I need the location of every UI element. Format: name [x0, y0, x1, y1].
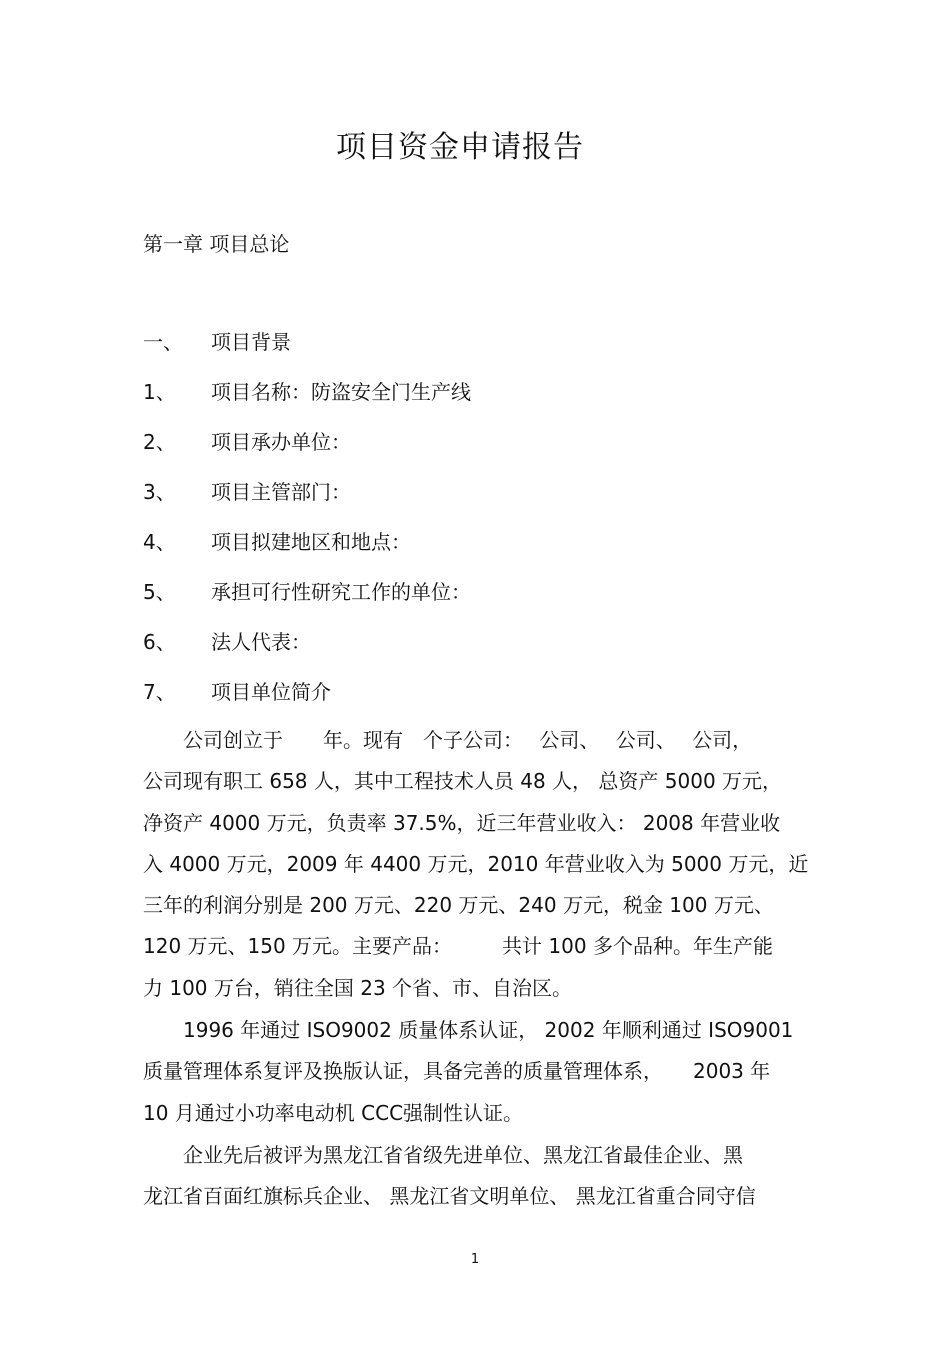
list-item-label: 承担可行性研究工作的单位：: [211, 580, 471, 604]
paragraph-line: 公司现有职工 658 人，其中工程技术人员 48 人， 总资产 5000 万元，: [143, 769, 783, 794]
paragraph-line: 10 月通过小功率电动机 CCC强制性认证。: [143, 1100, 524, 1125]
list-item: [143, 527, 411, 557]
certification-paragraph: [143, 1010, 811, 1134]
paragraph-line: 企业先后被评为黑龙江省省级先进单位、黑龙江省最佳企业、黑: [143, 1143, 743, 1167]
paragraph-line: 三年的利润分别是 200 万元、220 万元、240 万元，税金 100 万元、: [143, 893, 774, 918]
company-intro-paragraph: [143, 720, 811, 1009]
list-item: [143, 477, 351, 507]
section-heading: [143, 327, 291, 357]
section-label: 项目背景: [211, 330, 291, 354]
list-item: [143, 627, 311, 657]
list-item-label: 项目名称：防盗安全门生产线: [211, 380, 471, 404]
list-item: [143, 377, 471, 407]
list-item-label: 项目主管部门：: [211, 480, 351, 504]
paragraph-line: 质量管理体系复评及换版认证，具备完善的质量管理体系， 2003 年: [143, 1059, 771, 1084]
list-item-label: 法人代表：: [211, 630, 311, 654]
list-item-number: 1、: [143, 380, 176, 404]
paragraph-line: 公司创立于 年。现有 个子公司： 公司、 公司、 公司，: [143, 728, 753, 752]
paragraph-line: 1996 年通过 ISO9002 质量体系认证， 2002 年顺利通过 ISO9001: [143, 1018, 794, 1042]
list-item-label: 项目承办单位：: [211, 430, 351, 454]
section-number: 一、: [143, 330, 183, 354]
paragraph-line: 净资产 4000 万元，负责率 37.5%，近三年营业收入： 2008 年营业收: [143, 810, 781, 835]
paragraph-line: 120 万元、150 万元。主要产品： 共计 100 多个品种。年生产能: [143, 934, 773, 959]
list-item-number: 5、: [143, 580, 176, 604]
chapter-heading: 第一章 项目总论: [143, 232, 290, 256]
list-item-label: 项目拟建地区和地点：: [211, 530, 411, 554]
honors-paragraph: [143, 1135, 811, 1218]
paragraph-line: 力 100 万台，销往全国 23 个省、市、自治区。: [143, 975, 573, 1000]
list-item: [143, 427, 351, 457]
list-item: [143, 677, 331, 707]
list-item: [143, 577, 471, 607]
list-item-number: 6、: [143, 630, 176, 654]
paragraph-line: 入 4000 万元，2009 年 4400 万元，2010 年营业收入为 5000 万元，近: [143, 851, 809, 876]
page-number: 1: [470, 1252, 480, 1267]
list-item-label: 项目单位简介: [211, 680, 331, 704]
list-item-number: 2、: [143, 430, 176, 454]
list-item-number: 7、: [143, 680, 176, 704]
list-item-number: 3、: [143, 480, 176, 504]
paragraph-line: 龙江省百面红旗标兵企业、 黑龙江省文明单位、 黑龙江省重合同守信: [143, 1184, 756, 1209]
list-item-number: 4、: [143, 530, 176, 554]
document-title: 项目资金申请报告: [336, 130, 584, 165]
